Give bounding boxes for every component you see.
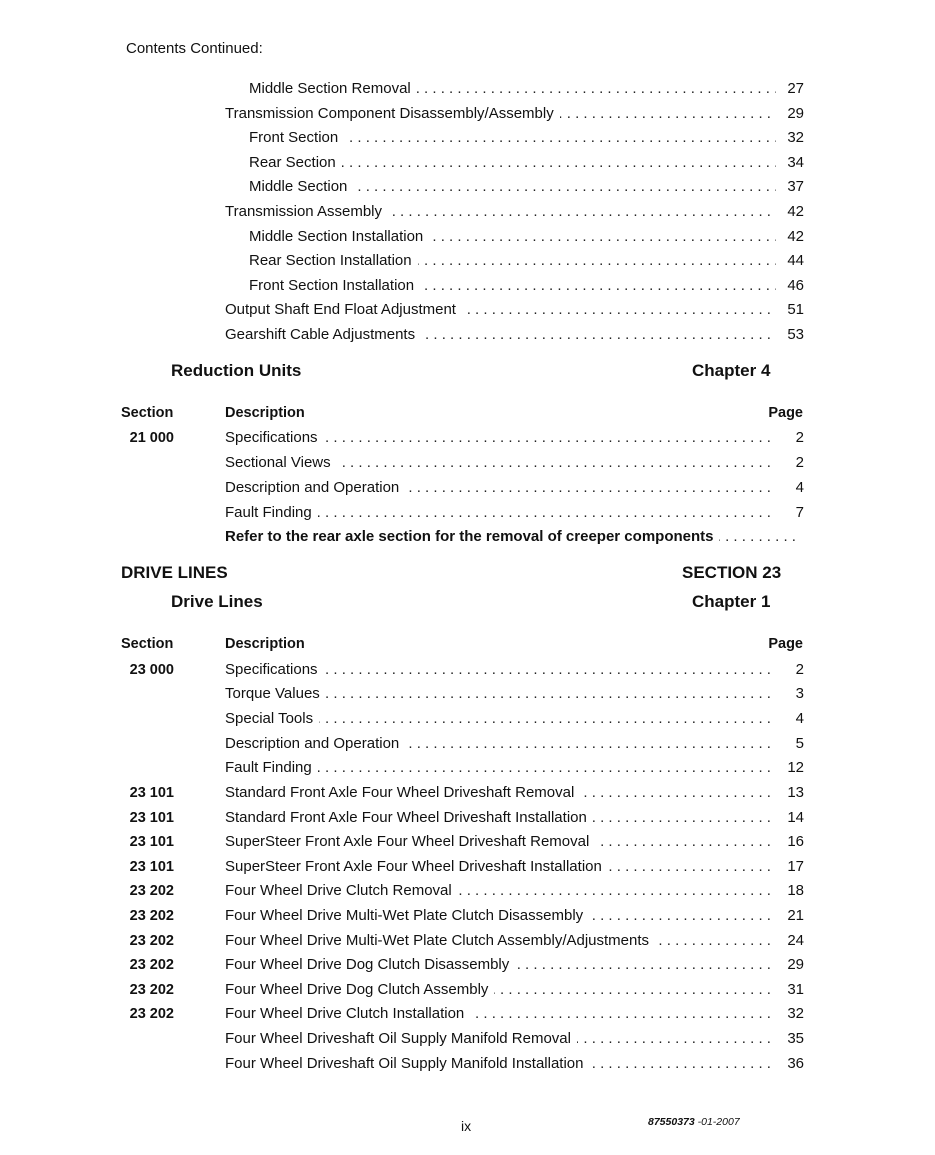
toc-entry-page: 2 xyxy=(792,660,804,680)
section-code: 23 202 xyxy=(129,933,174,949)
toc-entry-title: Description and Operation xyxy=(225,734,405,754)
toc-entry-page: 17 xyxy=(783,857,804,877)
toc-entry-page: 31 xyxy=(783,980,804,1000)
toc-note-text: Refer to the rear axle section for the removal of creeper components xyxy=(225,527,719,547)
toc-entry[interactable] xyxy=(225,906,804,926)
toc-entry-page: 27 xyxy=(783,79,804,99)
toc-entry[interactable] xyxy=(225,478,804,498)
toc-entry-title: Standard Front Axle Four Wheel Driveshaft Installation xyxy=(225,808,593,828)
toc-entry[interactable] xyxy=(225,783,804,803)
toc-entry-page: 2 xyxy=(792,453,804,473)
toc-entry-title: Specifications xyxy=(225,428,324,448)
contents-continued-header: Contents Continued: xyxy=(126,40,263,57)
column-header-page: Page xyxy=(768,405,803,421)
toc-entry[interactable] xyxy=(225,1054,804,1074)
toc-entry[interactable] xyxy=(225,709,804,729)
document-number: 87550373 xyxy=(648,1116,695,1128)
chapter-title: Drive Lines xyxy=(171,592,263,611)
toc-entry-page: 37 xyxy=(783,177,804,197)
toc-entry[interactable] xyxy=(225,881,804,901)
toc-entry-page: 4 xyxy=(792,709,804,729)
page-number: ix xyxy=(461,1118,472,1134)
toc-entry[interactable] xyxy=(225,734,804,754)
toc-entry-page: 7 xyxy=(792,503,804,523)
toc-entry-title: Special Tools xyxy=(225,709,319,729)
toc-entry[interactable] xyxy=(225,202,804,222)
chapter-number: Chapter 4 xyxy=(692,361,771,380)
section-code: 23 101 xyxy=(129,859,174,875)
toc-entry[interactable] xyxy=(249,177,804,197)
toc-entry-title: Four Wheel Drive Dog Clutch Assembly xyxy=(225,980,494,1000)
toc-entry-page: 16 xyxy=(783,832,804,852)
toc-entry[interactable] xyxy=(225,980,804,1000)
toc-entry-title: Four Wheel Drive Clutch Installation xyxy=(225,1004,470,1024)
section-title: DRIVE LINES xyxy=(121,563,228,582)
toc-entry-title: Gearshift Cable Adjustments xyxy=(225,325,421,345)
toc-entry[interactable] xyxy=(225,758,804,778)
document-date: -01-2007 xyxy=(694,1116,740,1128)
section-code: 23 202 xyxy=(129,883,174,899)
toc-entry-page: 35 xyxy=(783,1029,804,1049)
toc-entry-page: 32 xyxy=(783,128,804,148)
toc-entry[interactable] xyxy=(225,1004,804,1024)
document-reference xyxy=(648,1116,740,1128)
toc-entry-title: Specifications xyxy=(225,660,324,680)
section-code: 23 000 xyxy=(129,662,174,678)
toc-entry-page: 5 xyxy=(792,734,804,754)
column-header-section: Section xyxy=(121,636,174,652)
toc-entry[interactable] xyxy=(249,276,804,296)
chapter-number: Chapter 1 xyxy=(692,592,771,611)
toc-entry-page: 51 xyxy=(783,300,804,320)
section-code: 23 202 xyxy=(129,982,174,998)
toc-entry-title: Four Wheel Driveshaft Oil Supply Manifold Installation xyxy=(225,1054,590,1074)
toc-entry-title: Middle Section Installation xyxy=(249,227,429,247)
toc-entry-page: 46 xyxy=(783,276,804,296)
toc-entry-title: Middle Section Removal xyxy=(249,79,417,99)
toc-entry-title: SuperSteer Front Axle Four Wheel Driveshaft Removal xyxy=(225,832,595,852)
toc-entry[interactable] xyxy=(225,1029,804,1049)
toc-entry[interactable] xyxy=(249,251,804,271)
section-code: 23 101 xyxy=(129,834,174,850)
toc-entry-title: Standard Front Axle Four Wheel Driveshaft Removal xyxy=(225,783,580,803)
toc-entry-page: 21 xyxy=(783,906,804,926)
toc-entry[interactable] xyxy=(225,104,804,124)
toc-entry-page: 53 xyxy=(783,325,804,345)
toc-entry-title: Transmission Component Disassembly/Assembly xyxy=(225,104,560,124)
toc-entry-page: 32 xyxy=(783,1004,804,1024)
toc-entry-title: SuperSteer Front Axle Four Wheel Driveshaft Installation xyxy=(225,857,608,877)
toc-entry[interactable] xyxy=(249,227,804,247)
section-code: 23 202 xyxy=(129,908,174,924)
toc-note xyxy=(225,527,800,547)
toc-entry-title: Middle Section xyxy=(249,177,353,197)
toc-entry-title: Sectional Views xyxy=(225,453,337,473)
section-code: 23 101 xyxy=(129,810,174,826)
toc-entry[interactable] xyxy=(225,857,804,877)
toc-entry-page: 2 xyxy=(792,428,804,448)
toc-entry-page: 14 xyxy=(783,808,804,828)
toc-entry-title: Transmission Assembly xyxy=(225,202,388,222)
toc-entry-title: Four Wheel Drive Multi-Wet Plate Clutch Assembly/Adjustments xyxy=(225,931,655,951)
toc-entry-title: Output Shaft End Float Adjustment xyxy=(225,300,462,320)
toc-entry[interactable] xyxy=(225,428,804,448)
column-header-section: Section xyxy=(121,405,174,421)
section-code: 23 202 xyxy=(129,1006,174,1022)
toc-entry[interactable] xyxy=(225,832,804,852)
toc-entry[interactable] xyxy=(225,955,804,975)
toc-entry-title: Four Wheel Drive Multi-Wet Plate Clutch Disassembly xyxy=(225,906,589,926)
column-header-description: Description xyxy=(225,636,305,652)
toc-entry-title: Four Wheel Driveshaft Oil Supply Manifold Removal xyxy=(225,1029,577,1049)
toc-entry[interactable] xyxy=(225,808,804,828)
toc-entry-page: 44 xyxy=(783,251,804,271)
toc-entry[interactable] xyxy=(225,684,804,704)
toc-entry[interactable] xyxy=(249,128,804,148)
toc-entry-title: Front Section Installation xyxy=(249,276,420,296)
toc-entry-title: Rear Section xyxy=(249,153,342,173)
toc-entry[interactable] xyxy=(225,660,804,680)
toc-entry-page: 34 xyxy=(783,153,804,173)
toc-entry-page: 3 xyxy=(792,684,804,704)
toc-entry[interactable] xyxy=(225,325,804,345)
toc-entry-page: 29 xyxy=(783,104,804,124)
toc-entry-page: 36 xyxy=(783,1054,804,1074)
toc-entry-page: 24 xyxy=(783,931,804,951)
column-header-description: Description xyxy=(225,405,305,421)
chapter-title: Reduction Units xyxy=(171,361,302,380)
toc-entry-title: Rear Section Installation xyxy=(249,251,418,271)
section-number: SECTION 23 xyxy=(682,563,782,582)
section-code: 23 202 xyxy=(129,957,174,973)
section-code: 23 101 xyxy=(129,785,174,801)
toc-entry-title: Description and Operation xyxy=(225,478,405,498)
toc-entry-title: Front Section xyxy=(249,128,344,148)
toc-entry-page: 12 xyxy=(783,758,804,778)
toc-entry[interactable] xyxy=(225,931,804,951)
toc-entry-page: 29 xyxy=(783,955,804,975)
toc-entry-page: 4 xyxy=(792,478,804,498)
toc-entry-title: Four Wheel Drive Dog Clutch Disassembly xyxy=(225,955,515,975)
toc-entry-title: Fault Finding xyxy=(225,503,318,523)
toc-entry-page: 18 xyxy=(783,881,804,901)
toc-entry-page: 42 xyxy=(783,227,804,247)
toc-entry-title: Fault Finding xyxy=(225,758,318,778)
section-code: 21 000 xyxy=(129,430,174,446)
toc-entry-page: 13 xyxy=(783,783,804,803)
toc-entry-title: Four Wheel Drive Clutch Removal xyxy=(225,881,458,901)
column-header-page: Page xyxy=(768,636,803,652)
toc-entry[interactable] xyxy=(225,300,804,320)
toc-entry[interactable] xyxy=(225,503,804,523)
toc-entry-title: Torque Values xyxy=(225,684,326,704)
toc-entry[interactable] xyxy=(249,153,804,173)
toc-entry[interactable] xyxy=(249,79,804,99)
toc-entry[interactable] xyxy=(225,453,804,473)
toc-entry-page: 42 xyxy=(783,202,804,222)
